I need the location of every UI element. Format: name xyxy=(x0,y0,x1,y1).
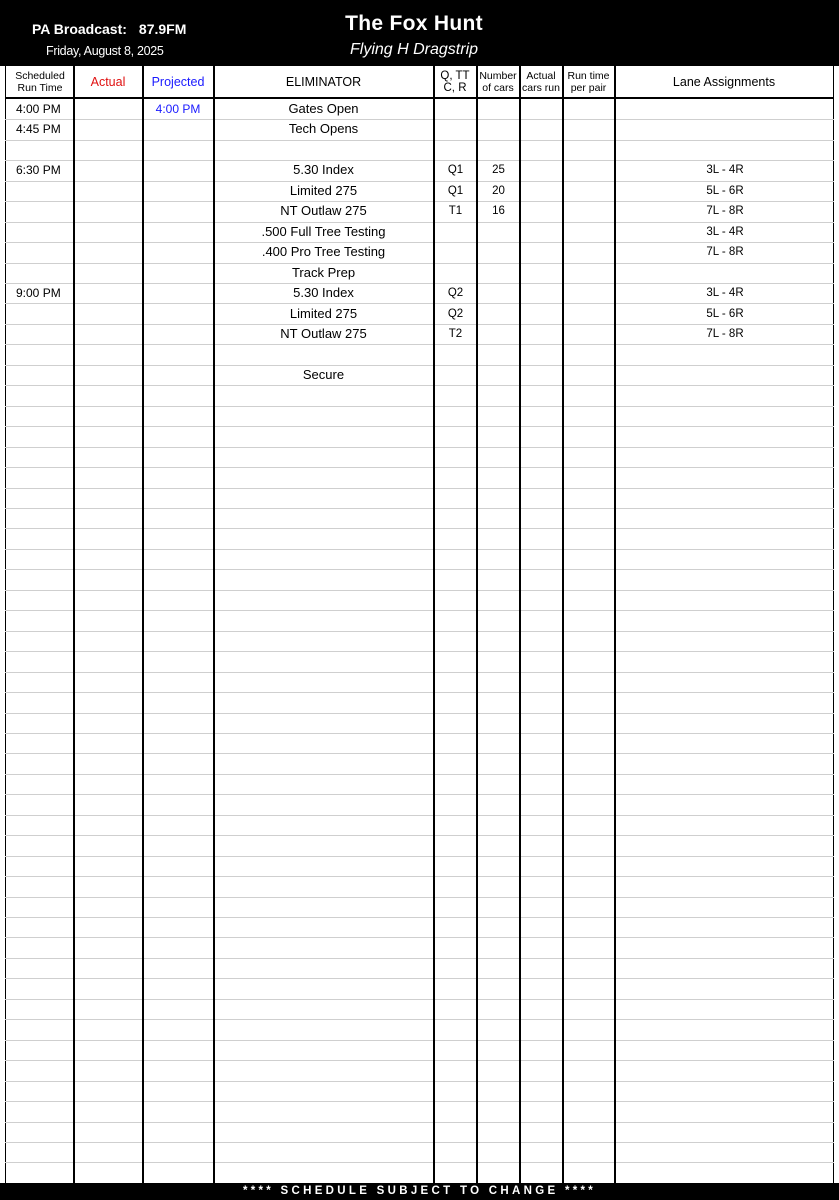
lane-assignment: 3L - 4R xyxy=(706,164,744,176)
row-divider xyxy=(5,406,834,407)
eliminator-name: Limited 275 xyxy=(289,183,358,198)
col-header-actual: Actual xyxy=(90,75,126,89)
row-divider xyxy=(5,897,834,898)
car-count: 16 xyxy=(492,205,505,217)
row-divider xyxy=(5,794,834,795)
venue-subtitle: Flying H Dragstrip xyxy=(349,41,479,58)
row-divider xyxy=(5,835,834,836)
row-divider xyxy=(5,917,834,918)
projected-time: 4:00 PM xyxy=(155,102,201,116)
eliminator-name: Track Prep xyxy=(291,265,356,280)
event-date: Friday, August 8, 2025 xyxy=(46,44,164,58)
row-divider xyxy=(5,590,834,591)
car-count: 25 xyxy=(492,164,505,176)
eliminator-name: Limited 275 xyxy=(289,306,358,321)
lane-assignment: 7L - 8R xyxy=(706,205,744,217)
row-divider xyxy=(5,569,834,570)
row-divider xyxy=(5,610,834,611)
col-header-actual-cars: Actual cars run xyxy=(522,70,560,94)
row-divider xyxy=(5,713,834,714)
eliminator-name: Tech Opens xyxy=(288,121,359,136)
col-header-eliminator: ELIMINATOR xyxy=(285,75,362,89)
row-divider xyxy=(5,549,834,550)
lane-assignment: 5L - 6R xyxy=(706,308,744,320)
eliminator-name: .500 Full Tree Testing xyxy=(261,224,386,239)
lane-assignment: 7L - 8R xyxy=(706,246,744,258)
session-code: Q1 xyxy=(447,185,464,197)
session-code: Q1 xyxy=(447,164,464,176)
row-divider xyxy=(5,1019,834,1020)
row-divider xyxy=(5,1162,834,1163)
row-divider xyxy=(5,937,834,938)
scheduled-time: 9:00 PM xyxy=(16,286,61,300)
row-divider xyxy=(5,733,834,734)
lane-assignment: 7L - 8R xyxy=(706,328,744,340)
column-divider xyxy=(519,66,521,1183)
schedule-footer: **** SCHEDULE SUBJECT TO CHANGE **** xyxy=(0,1183,839,1200)
row-divider xyxy=(5,1142,834,1143)
eliminator-name: .400 Pro Tree Testing xyxy=(261,244,386,259)
column-divider xyxy=(142,66,144,1183)
car-count: 20 xyxy=(492,185,505,197)
row-divider xyxy=(5,528,834,529)
row-divider xyxy=(5,692,834,693)
row-divider xyxy=(5,426,834,427)
scheduled-time: 4:00 PM xyxy=(16,102,61,116)
lane-assignment: 3L - 4R xyxy=(706,226,744,238)
row-divider xyxy=(5,856,834,857)
row-divider xyxy=(5,978,834,979)
eliminator-name: NT Outlaw 275 xyxy=(280,326,367,341)
lane-assignment: 5L - 6R xyxy=(706,185,744,197)
row-divider xyxy=(5,344,834,345)
page-header xyxy=(0,0,839,66)
session-code: T2 xyxy=(448,328,463,340)
row-divider xyxy=(5,1081,834,1082)
session-code: T1 xyxy=(448,205,463,217)
pa-broadcast-label: PA Broadcast: xyxy=(32,21,127,37)
session-code: Q2 xyxy=(447,308,464,320)
row-divider xyxy=(5,488,834,489)
scheduled-time: 4:45 PM xyxy=(16,122,61,136)
row-divider xyxy=(5,1060,834,1061)
row-divider xyxy=(5,447,834,448)
column-divider xyxy=(562,66,564,1183)
column-divider xyxy=(476,66,478,1183)
row-divider xyxy=(5,651,834,652)
row-divider xyxy=(5,815,834,816)
eliminator-name: Secure xyxy=(302,367,345,382)
row-divider xyxy=(5,999,834,1000)
row-divider xyxy=(5,1122,834,1123)
row-divider xyxy=(5,467,834,468)
col-header-number: Number of cars xyxy=(479,70,517,94)
eliminator-name: 5.30 Index xyxy=(293,162,354,177)
col-header-projected: Projected xyxy=(151,75,205,89)
scheduled-time: 6:30 PM xyxy=(16,163,61,177)
row-divider xyxy=(5,753,834,754)
page-title: The Fox Hunt xyxy=(345,12,483,35)
row-divider xyxy=(5,631,834,632)
eliminator-name: Gates Open xyxy=(288,101,359,116)
eliminator-name: NT Outlaw 275 xyxy=(280,203,367,218)
row-divider xyxy=(5,1040,834,1041)
row-divider xyxy=(5,385,834,386)
row-divider xyxy=(5,876,834,877)
pa-broadcast-frequency: 87.9FM xyxy=(138,21,187,37)
eliminator-name: 5.30 Index xyxy=(293,285,354,300)
lane-assignment: 3L - 4R xyxy=(706,287,744,299)
col-header-lanes: Lane Assignments xyxy=(672,75,776,89)
row-divider xyxy=(5,508,834,509)
session-code: Q2 xyxy=(447,287,464,299)
col-header-scheduled: Scheduled Run Time xyxy=(15,70,65,94)
column-divider xyxy=(73,66,75,1183)
col-header-class: Q, TT C, R xyxy=(440,70,470,94)
row-divider xyxy=(5,140,834,141)
column-divider xyxy=(433,66,435,1183)
row-divider xyxy=(5,1101,834,1102)
col-header-runtime: Run time per pair xyxy=(567,70,610,94)
row-divider xyxy=(5,774,834,775)
row-divider xyxy=(5,672,834,673)
row-divider xyxy=(5,958,834,959)
